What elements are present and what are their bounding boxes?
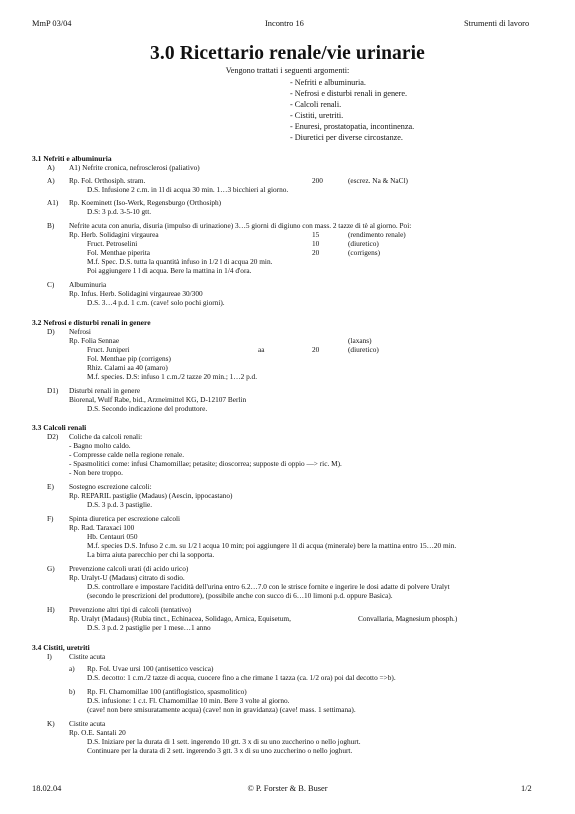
header-left: MmP 03/04 bbox=[32, 19, 72, 28]
note: (escrez. Na & NaCl) bbox=[348, 176, 408, 185]
item-text: Prevenzione calcoli urati (di acido urico) bbox=[69, 564, 189, 573]
quantity-aa: aa bbox=[258, 345, 265, 354]
ingredient: Fol. Menthae piperita bbox=[87, 248, 151, 257]
section-heading: 3.3 Calcoli renali bbox=[32, 423, 87, 432]
item-text: Coliche da calcoli renali: bbox=[69, 432, 143, 441]
dosage-line: D.S. infusione: 1 c.t. Fl. Chamomillae 10 min. Bere 3 volte al giorno. bbox=[87, 696, 290, 705]
section-heading: 3.2 Nefrosi e disturbi renali in genere bbox=[32, 318, 151, 327]
item-label: A) bbox=[47, 163, 55, 172]
list-line: - Non bere troppo. bbox=[69, 468, 123, 477]
dosage-line: D.S. 3 p.d. 2 pastiglie per 1 mese…1 anno bbox=[87, 623, 211, 632]
list-line: - Spasmolitici come: infusi Chamomillae; petasite; dioscorrea; supposte di oppio —> ric. M). bbox=[69, 459, 342, 468]
dosage-line: M.f. Spec. D.S. tutta la quantità infuso in 1/2 l di acqua 20 min. bbox=[87, 257, 273, 266]
ingredient: Hb. Centauri 050 bbox=[87, 532, 138, 541]
item-text: Cistite acuta bbox=[69, 652, 106, 661]
dosage-line: (secondo le prescrizioni del produttore), (possibile anche con succo di 6…10 limoni p.d. oppure Basica). bbox=[87, 591, 393, 600]
recipe-line: Convallaria, Magnesium phosph.) bbox=[358, 614, 458, 623]
item-text: Spinta diuretica per escrezione calcoli bbox=[69, 514, 181, 523]
item-label: I) bbox=[47, 652, 52, 661]
header-right: Strumenti di lavoro bbox=[464, 19, 530, 28]
dosage-line: D.S. Infusione 2 c.m. in 1l di acqua 30 min. 1…3 bicchieri al giorno. bbox=[87, 185, 289, 194]
dosage-line: M.f. species D.S. Infuso 2 c.m. su 1/2 l acqua 10 min; poi aggiungere 1l di acqua (minerale) bere la mattina entro 15…20 min. bbox=[87, 541, 457, 550]
recipe-line: Rp. Uralyt-U (Madaus) citrato di sodio. bbox=[69, 573, 185, 582]
header-center: Incontro 16 bbox=[265, 19, 304, 28]
section-heading: 3.4 Cistiti, uretriti bbox=[32, 643, 90, 652]
dosage-line: M.f. species. D.S: infuso 1 c.m./2 tazze 20 min.; 1…2 p.d. bbox=[87, 372, 258, 381]
ingredient: Fruct. Petroselini bbox=[87, 239, 138, 248]
ingredient: Fruct. Juniperi bbox=[87, 345, 130, 354]
item-label: C) bbox=[47, 280, 55, 289]
topic-item: - Nefriti e albuminuria. bbox=[290, 78, 366, 87]
item-label: H) bbox=[47, 605, 55, 614]
note: (diuretico) bbox=[348, 345, 379, 354]
quantity: 200 bbox=[312, 176, 323, 185]
topic-item: - Nefrosi e disturbi renali in genere. bbox=[290, 89, 408, 98]
recipe-line: Rp. Fl. Chamomillae 100 (antiflogistico, spasmolitico) bbox=[87, 687, 247, 696]
quantity: 10 bbox=[312, 239, 320, 248]
recipe-line: Rp. O.E. Santali 20 bbox=[69, 728, 126, 737]
quantity: 20 bbox=[312, 345, 320, 354]
item-label: a) bbox=[69, 664, 75, 673]
topic-item: - Cistiti, uretriti. bbox=[290, 111, 344, 120]
note: (rendimento renale) bbox=[348, 230, 406, 239]
note: (diuretico) bbox=[348, 239, 379, 248]
list-line: - Bagno molto caldo. bbox=[69, 441, 131, 450]
dosage-line: La birra aiuta parecchio per chi la sopporta. bbox=[87, 550, 215, 559]
note: (corrigens) bbox=[348, 248, 381, 257]
dosage-line: D.S. decotto: 1 c.m./2 tazze di acqua, cuocere fino a che rimane 1 tazza (ca. 1/2 ora) poi dal decotto =>b). bbox=[87, 673, 396, 682]
item-text: Disturbi renali in genere bbox=[69, 386, 141, 395]
item-label: D2) bbox=[47, 432, 59, 441]
item-label: K) bbox=[47, 719, 55, 728]
dosage-line: D.S. 3 p.d. 3 pastiglie. bbox=[87, 500, 153, 509]
item-text: Nefrosi bbox=[69, 327, 91, 336]
item-text: A1) Nefrite cronica, nefrosclerosi (paliativo) bbox=[69, 163, 200, 172]
note: (laxans) bbox=[348, 336, 372, 345]
item-text: Prevenzione altri tipi di calcoli (tentativo) bbox=[69, 605, 192, 614]
item-label: B) bbox=[47, 221, 55, 230]
topic-item: - Calcoli renali. bbox=[290, 100, 342, 109]
recipe-line: Biorenal, Wulf Rabe, bid., Arzneimittel KG, D-12107 Berlin bbox=[69, 395, 247, 404]
item-label: D) bbox=[47, 327, 55, 336]
quantity: 15 bbox=[312, 230, 320, 239]
quantity: 20 bbox=[312, 248, 320, 257]
document-subtitle: Vengono trattati i seguenti argomenti: bbox=[225, 66, 350, 75]
item-text: Sostegno escrezione calcoli: bbox=[69, 482, 152, 491]
item-label: A1) bbox=[47, 198, 59, 207]
item-label: F) bbox=[47, 514, 54, 523]
topic-item: - Diuretici per diverse circostanze. bbox=[290, 133, 403, 142]
recipe-line: Rp. Folia Sennae bbox=[69, 336, 120, 345]
recipe-line: Rp. Fol. Uvae ursi 100 (antisettico vescica) bbox=[87, 664, 214, 673]
ingredient: Fol. Menthae pip (corrigens) bbox=[87, 354, 171, 363]
dosage-line: D.S. controllare e impostare l'acidità dell'urina entro 6.2…7.0 con le strisce fornite e ingerire le dosi adatte di polvere Uralyt bbox=[87, 582, 450, 591]
item-label: b) bbox=[69, 687, 76, 696]
item-label: E) bbox=[47, 482, 54, 491]
recipe-line: Rp. Fol. Orthosiph. stram. bbox=[69, 176, 146, 185]
dosage-line: D.S: 3 p.d. 3-5-10 gtt. bbox=[87, 207, 152, 216]
recipe-line: Rp. Infus. Herb. Solidagini virgaureae 30/300 bbox=[69, 289, 203, 298]
footer-page-number: 1/2 bbox=[521, 784, 532, 793]
recipe-line: Rp. Herb. Solidagini virgaurea bbox=[69, 230, 159, 239]
section-heading: 3.1 Nefriti e albuminuria bbox=[32, 154, 112, 163]
footer-copyright: © P. Forster & B. Buser bbox=[247, 784, 328, 793]
topic-item: - Enuresi, prostatopatia, incontinenza. bbox=[290, 122, 415, 131]
dosage-line: D.S. Iniziare per la durata di 1 sett. ingerendo 10 gtt. 3 x di su uno zuccherino o nello joghurt. bbox=[87, 737, 361, 746]
dosage-line: Continuare per la durata di 2 sett. ingerendo 3 gtt. 3 x di su uno zuccherino o nello joghurt. bbox=[87, 746, 353, 755]
item-text: Cistite acuta bbox=[69, 719, 106, 728]
recipe-line: Rp. REPARIL pastiglie (Madaus) (Aescin, ippocastano) bbox=[69, 491, 233, 500]
list-line: - Compresse calde nella regione renale. bbox=[69, 450, 185, 459]
dosage-line: D.S. Secondo indicazione del produttore. bbox=[87, 404, 208, 413]
footer-date: 18.02.04 bbox=[32, 784, 62, 793]
dosage-line: (cave! non bere smisuratamente acqua) (cave! non in gravidanza) (cave! mass. 1 settimana). bbox=[87, 705, 356, 714]
dosage-line: D.S. 3…4 p.d. 1 c.m. (cave! solo pochi giorni). bbox=[87, 298, 225, 307]
recipe-line: Rp. Koeminett (Iso-Werk, Regensburgo (Orthosiph) bbox=[69, 198, 222, 207]
ingredient: Rhiz. Calami aa 40 (amaro) bbox=[87, 363, 168, 372]
document-title: 3.0 Ricettario renale/vie urinarie bbox=[150, 43, 425, 64]
item-label: D1) bbox=[47, 386, 59, 395]
item-text: Albuminuria bbox=[69, 280, 107, 289]
item-label: G) bbox=[47, 564, 55, 573]
recipe-line: Rp. Uralyt (Madaus) (Rubia tinct., Echinacea, Solidago, Arnica, Equisetum, bbox=[69, 614, 291, 623]
item-label: A) bbox=[47, 176, 55, 185]
dosage-line: Poi aggiungere 1 l di acqua. Bere la mattina in 1/4 d'ora. bbox=[87, 266, 252, 275]
recipe-line: Rp. Rad. Taraxaci 100 bbox=[69, 523, 135, 532]
item-text: Nefrite acuta con anuria, disuria (impulso di urinazione) 3…5 giorni di digiuno con mass. 2 tazze di tè al giorno. Poi: bbox=[69, 221, 412, 230]
